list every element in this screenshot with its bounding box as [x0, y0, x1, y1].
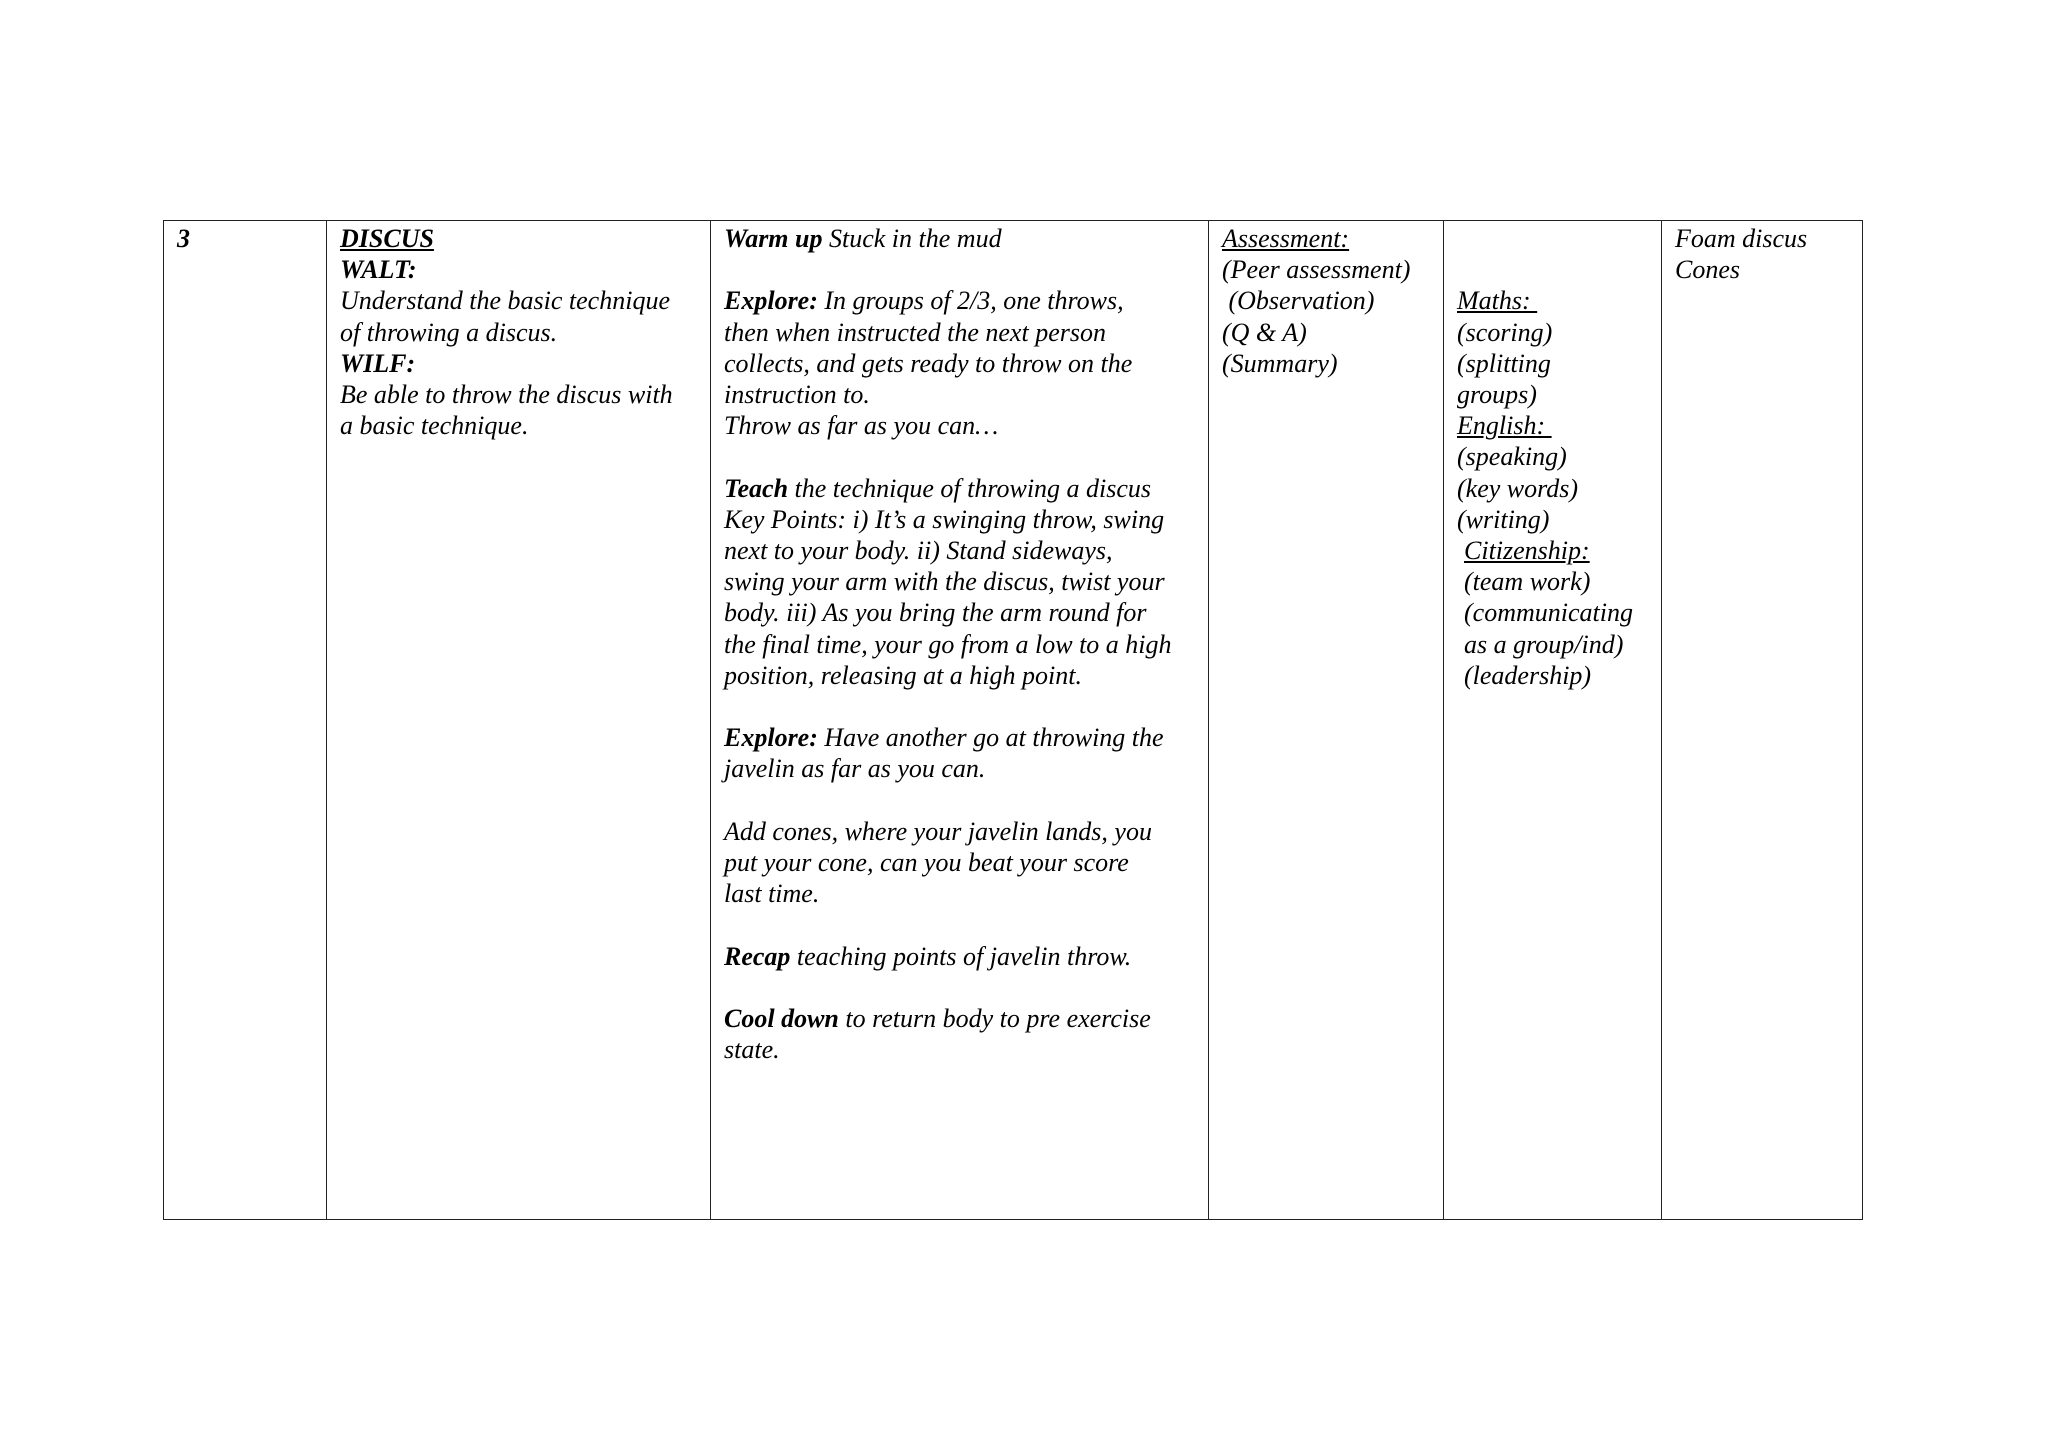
citizenship-label: Citizenship: [1464, 536, 1590, 565]
explore-text: In groups of 2/3, one throws, [817, 286, 1124, 316]
teach-line: the final time, your go from a low to a high [724, 629, 1172, 659]
resource-item: Foam discus [1675, 224, 1808, 253]
walt-line: of throwing a discus. [340, 317, 558, 347]
teach-line: position, releasing at a high point. [724, 660, 1082, 690]
cooldown-line [724, 1003, 1196, 1034]
cones-line: put your cone, can you beat your score [724, 848, 1129, 877]
citizenship-item: (communicating [1464, 598, 1633, 628]
walt-line: Understand the basic technique [340, 286, 670, 316]
paragraph-gap [724, 785, 1196, 816]
maths-item: (splitting [1457, 348, 1551, 378]
lesson-plan-table [163, 220, 1863, 1220]
warmup-line [724, 223, 1196, 254]
explore-text: Have another go at throwing the [817, 723, 1164, 753]
cooldown-line: state. [724, 1035, 780, 1065]
cross-curricular-cell [1444, 221, 1662, 1220]
activities-cell [711, 221, 1209, 1220]
explore-line: instruction to. [724, 380, 870, 409]
lesson-row [164, 221, 1863, 1220]
teach-line: next to your body. ii) Stand sideways, [724, 536, 1113, 565]
assessment-item: (Observation) [1222, 286, 1375, 316]
citizenship-item: as a group/ind) [1464, 629, 1624, 659]
assessment-item: (Summary) [1222, 348, 1338, 378]
warmup-text: Stuck in the mud [822, 224, 1002, 253]
objectives-cell [327, 221, 711, 1220]
assessment-cell [1209, 221, 1444, 1220]
assessment-item: (Q & A) [1222, 317, 1307, 347]
english-item: (speaking) [1457, 442, 1567, 472]
teach-text: the technique of throwing a discus [788, 473, 1152, 503]
english-item: (writing) [1457, 504, 1550, 534]
english-item: (key words) [1457, 473, 1579, 503]
paragraph-gap [1457, 223, 1649, 254]
teach-line [724, 473, 1196, 504]
teach-line: body. iii) As you bring the arm round for [724, 598, 1147, 628]
maths-label: Maths: [1457, 286, 1538, 316]
warmup-label: Warm up [724, 224, 823, 253]
wilf-line: Be able to throw the discus with [340, 380, 673, 410]
explore-line: Throw as far as you can… [724, 411, 999, 441]
explore-label: Explore: [724, 286, 818, 316]
explore-label: Explore: [724, 723, 818, 753]
wilf-line: a basic technique. [340, 411, 529, 441]
wilf-label: WILF: [340, 348, 416, 378]
maths-item: (scoring) [1457, 317, 1553, 347]
maths-item: groups) [1457, 379, 1537, 409]
cones-line: Add cones, where your javelin lands, you [724, 816, 1152, 846]
explore-line [724, 285, 1196, 316]
lesson-number-cell [164, 221, 327, 1220]
cooldown-text: to return body to pre exercise [838, 1003, 1151, 1033]
paragraph-gap [724, 254, 1196, 285]
resources-cell [1662, 221, 1863, 1220]
lesson-title: DISCUS [340, 224, 434, 253]
teach-line: swing your arm with the discus, twist your [724, 567, 1165, 597]
english-label: English: [1457, 411, 1552, 441]
recap-line [724, 941, 1196, 972]
paragraph-gap [724, 441, 1196, 472]
recap-label: Recap [724, 941, 791, 971]
explore-line: javelin as far as you can. [724, 754, 986, 784]
citizenship-item: (leadership) [1464, 660, 1592, 690]
recap-text: teaching points of javelin throw. [790, 941, 1132, 971]
assessment-label: Assessment: [1222, 224, 1350, 253]
paragraph-gap [724, 909, 1196, 940]
lesson-number: 3 [177, 224, 190, 253]
paragraph-gap [724, 691, 1196, 722]
citizenship-item: (team work) [1464, 567, 1591, 597]
paragraph-gap [724, 972, 1196, 1003]
resource-item: Cones [1675, 255, 1740, 285]
teach-label: Teach [724, 473, 789, 503]
explore-line [724, 722, 1196, 753]
explore-line: collects, and gets ready to throw on the [724, 348, 1133, 378]
explore-line: then when instructed the next person [724, 317, 1106, 347]
cones-line: last time. [724, 879, 820, 909]
assessment-item: (Peer assessment) [1222, 255, 1411, 285]
paragraph-gap [1457, 254, 1649, 285]
teach-line: Key Points: i) It’s a swinging throw, swing [724, 504, 1165, 534]
cooldown-label: Cool down [724, 1003, 839, 1033]
walt-label: WALT: [340, 255, 417, 285]
